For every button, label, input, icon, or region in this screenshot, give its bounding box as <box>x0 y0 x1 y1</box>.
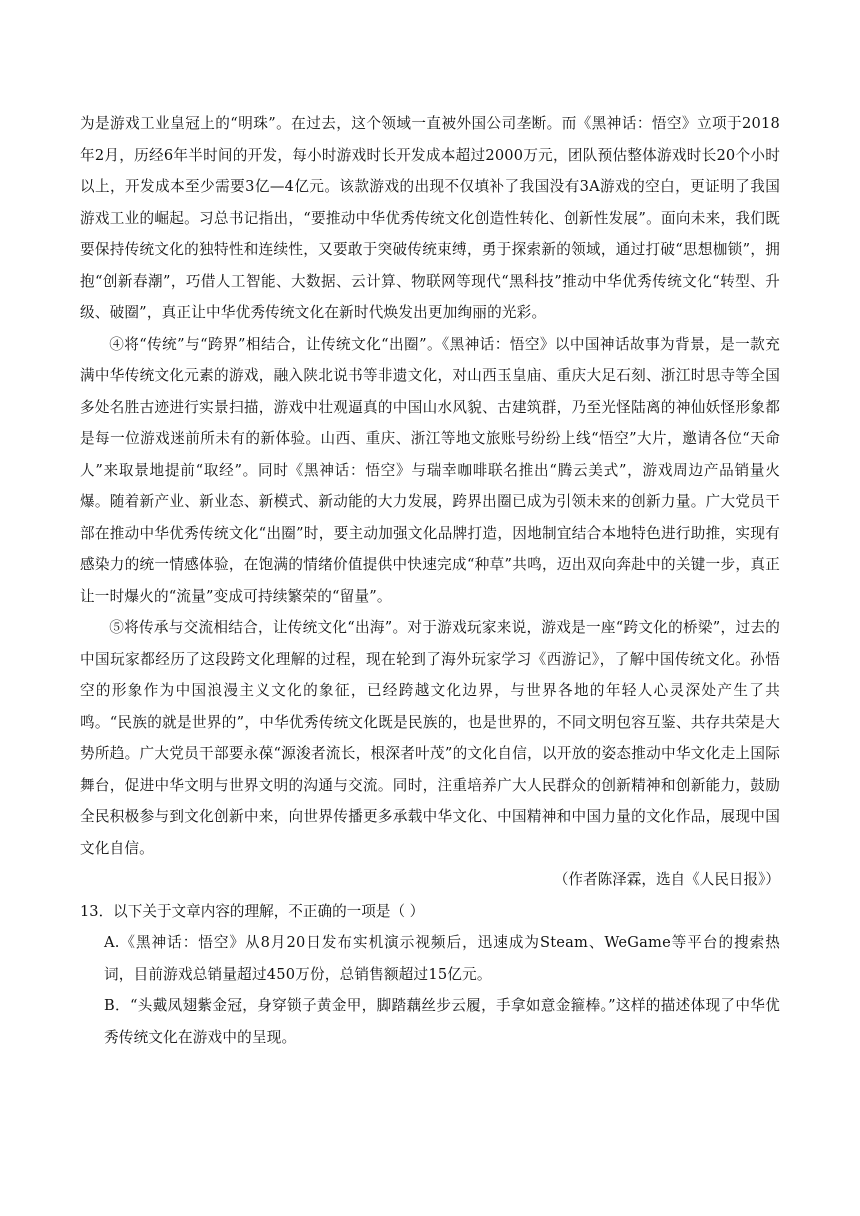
article-source: （作者陈泽霖，选自《人民日报》） <box>553 871 780 888</box>
article-paragraph-3: ⑤将传承与交流相结合，让传统文化“出海”。对于游戏玩家来说，游戏是一座“跨文化的桥梁”，过去的中国玩家都经历了这段跨文化理解的过程，现在轮到了海外玩家学习《西游记》，了解中国传统文化。孙悟空的形象作为中国浪漫主义文化的象征，已经跨越文化边界，与世界各地的年轻人心灵深处产生了共鸣。“民族的就是世界的”，中华优秀传统文化既是民族的，也是世界的，不同文明包容互鉴、共存共荣是大势所趋。广大党员干部要永葆“源浚者流长，根深者叶茂”的文化自信，以开放的姿态推动中华文化走上国际舞台，促进中华文明与世界文明的沟通与交流。同时，注重培养广大人民群众的创新精神和创新能力，鼓励全民积极参与到文化创新中来，向世界传播更多承载中华文化、中国精神和中国力量的文化作品，展现中国文化自信。 <box>80 619 780 857</box>
document-page <box>80 108 780 1053</box>
article-paragraph-1: 为是游戏工业皇冠上的“明珠”。在过去，这个领域一直被外国公司垄断。而《黑神话：悟空》立项于2018年2月，历经6年半时间的开发，每小时游戏时长开发成本超过2000万元，团队预估整体游戏时长20个小时以上，开发成本至少需要3亿—4亿元。该款游戏的出现不仅填补了我国没有3A游戏的空白，更证明了我国游戏工业的崛起。习总书记指出，“要推动中华优秀传统文化创造性转化、创新性发展”。面向未来，我们既要保持传统文化的独特性和连续性，又要敢于突破传统束缚，勇于探索新的领域，通过打破“思想枷锁”，拥抱“创新春潮”，巧借人工智能、大数据、云计算、物联网等现代“黑科技”推动中华优秀传统文化“转型、升级、破圈”，真正让中华优秀传统文化在新时代焕发出更加绚丽的光彩。 <box>80 115 780 321</box>
question-option-a: A.《黑神话：悟空》从8月20日发布实机演示视频后，迅速成为Steam、WeGame等平台的搜索热词，目前游戏总销量超过450万份，总销售额超过15亿元。 <box>104 934 780 983</box>
article-paragraph-2: ④将“传统”与“跨界”相结合，让传统文化“出圈”。《黑神话：悟空》以中国神话故事为背景，是一款充满中华传统文化元素的游戏，融入陕北说书等非遗文化，对山西玉皇庙、重庆大足石刻、浙江时思寺等全国多处名胜古迹进行实景扫描，游戏中壮观逼真的中国山水风貌、古建筑群，乃至光怪陆离的神仙妖怪形象都是每一位游戏迷前所未有的新体验。山西、重庆、浙江等地文旅账号纷纷上线“悟空”大片，邀请各位“天命人”来取景地提前“取经”。同时《黑神话：悟空》与瑞幸咖啡联名推出“腾云美式”，游戏周边产品销量火爆。随着新产业、新业态、新模式、新动能的大力发展，跨界出圈已成为引领未来的创新力量。广大党员干部在推动中华优秀传统文化“出圈”时，要主动加强文化品牌打造，因地制宜结合本地特色进行助推，实现有感染力的统一情感体验，在饱满的情绪价值提供中快速完成“种草”共鸣，迈出双向奔赴中的关键一步，真正让一时爆火的“流量”变成可持续繁荣的“留量”。 <box>80 335 780 605</box>
question-stem: 13．以下关于文章内容的理解，不正确的一项是（ ） <box>80 902 425 920</box>
question-option-b: B．“头戴凤翅紫金冠，身穿锁子黄金甲，脚踏藕丝步云履，手拿如意金箍棒。”这样的描述体现了中华优秀传统文化在游戏中的呈现。 <box>104 997 780 1046</box>
